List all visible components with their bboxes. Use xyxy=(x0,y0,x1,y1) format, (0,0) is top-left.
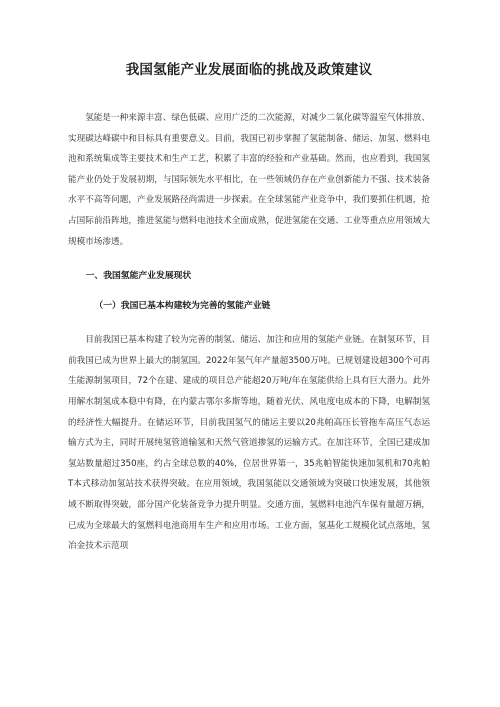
section-heading: 一、我国氢能产业发展现状 xyxy=(85,271,192,282)
intro-paragraph: 氢能是一种来源丰富、绿色低碳、应用广泛的二次能源，对减少二氧化碳等温室气体排放、实现碳达峰碳中和目标具有重要意义。目前，我国已初步掌握了氢能制备、储运、加氢、燃料电池和系统集成等主要技术和生产工艺，积累了丰富的经验和产业基础。然而，也应看到，我国氢能产业仍处于发展初期，与国际领先水平相比，在一些领域仍存在产业创新能力不强、技术装备水平不高等问题，产业发展路径尚需进一步探索。在全球氢能产业竞争中，我们要抓住机遇，抢占国际前沿阵地，推进氢能与燃料电池技术全面成熟，促进氢能在交通、工业等重点应用领域大规模市场渗透。 xyxy=(68,113,430,247)
document-title: 我国氢能产业发展面临的挑战及政策建议 xyxy=(125,62,373,78)
body-paragraph: 目前我国已基本构建了较为完善的制氢、储运、加注和应用的氢能产业链。在制氢环节，目前我国已成为世界上最大的制氢国。2022年氢气年产量超3500万吨。已规划建设超300个可再生能源制氢项目，72个在建、建成的项目总产能超20万吨/年在氢能供给上具有巨大潜力。此外用解水制氢成本稳中有降，在内蒙古鄂尔多斯等地，随着光伏、风电度电成本的下降，电解制氢的经济性大幅提升。在储运环节，目前我国氢气的储运主要以20兆帕高压长管拖车高压气态运输方式为主，同时开展纯氢管道输氢和天然气管道掺氢的运输方式。在加注环节，全国已建成加氢站数量超过350座，约占全球总数的40%，位居世界第一，35兆帕智能快速加氢机和70兆帕T本式移动加氢站技术获得突破。在应用领域，我国氢能以交通领域为突破口快速发展，其他领域不断取得突破，部分国产化装备竞争力提升明显。交通方面，氢燃料电池汽车保有量超万辆，已成为全球最大的氢燃料电池商用车生产和应用市场。工业方面，氢基化工规模化试点落地，氢冶金技术示范项 xyxy=(68,335,430,552)
subsection-heading: （一）我国已基本构建较为完善的氢能产业链 xyxy=(94,301,271,312)
